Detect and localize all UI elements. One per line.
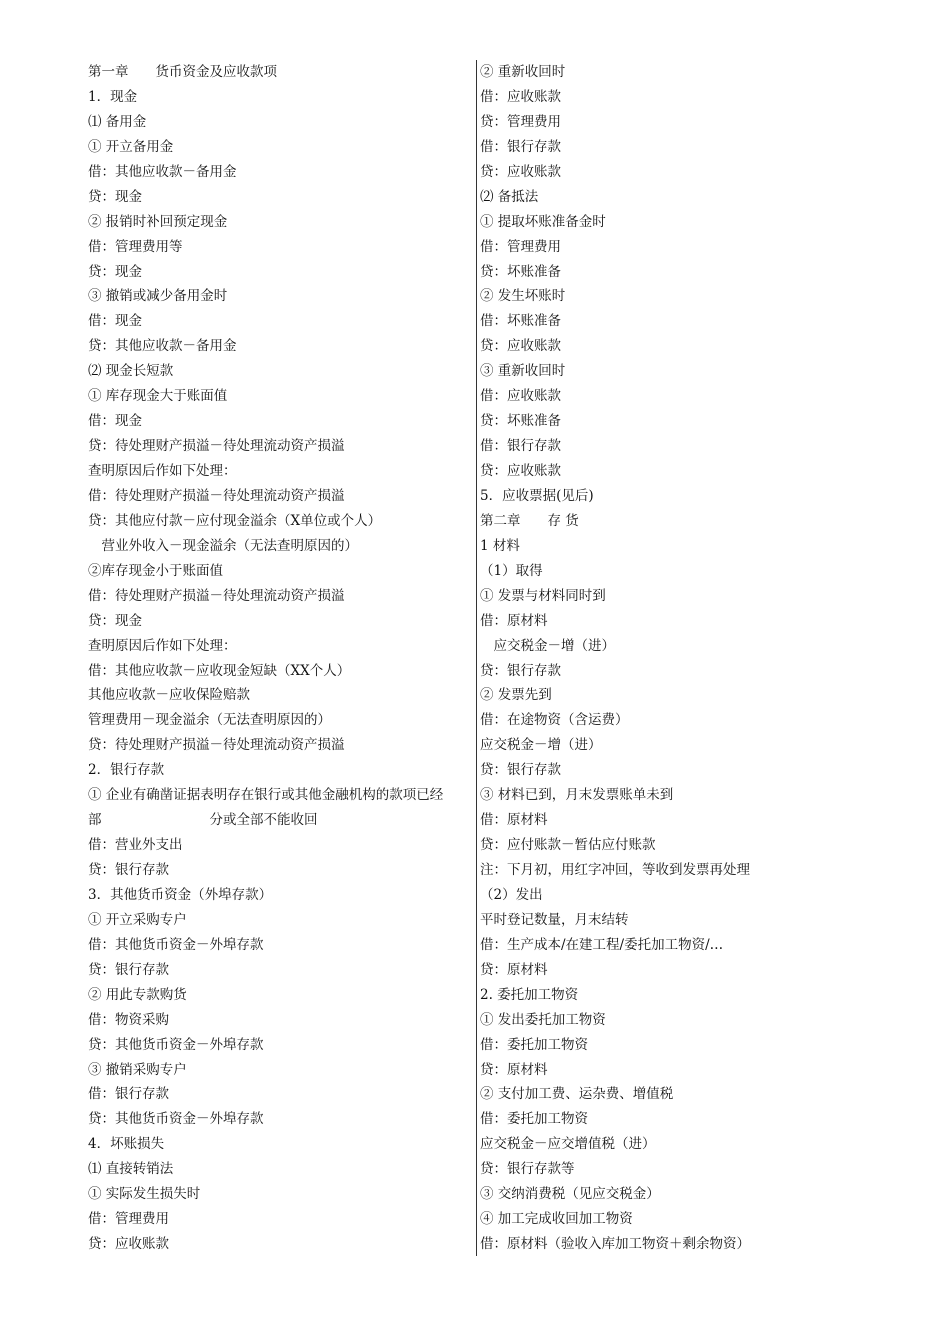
text-line: 借：管理费用等 (88, 238, 183, 255)
text-line: 借：银行存款 (88, 1086, 169, 1103)
text-line: 贷：银行存款 (88, 961, 169, 978)
left-column (88, 60, 474, 1257)
text-line: 贷：其他货币资金－外埠存款 (88, 1036, 264, 1053)
text-line: 借：现金 (88, 313, 142, 330)
text-line: （1）取得 (480, 562, 543, 579)
text-line: ② 用此专款购货 (88, 986, 187, 1003)
text-line: 部 分或全部不能收回 (88, 812, 318, 829)
text-line: 应交税金－应交增值税（进） (480, 1136, 656, 1153)
text-line: 贷：坏账准备 (480, 263, 561, 280)
text-line: ⑴ 直接转销法 (88, 1161, 174, 1178)
text-line: 借：其他应收款－备用金 (88, 163, 237, 180)
text-line: ① 开立采购专户 (88, 911, 187, 928)
text-line: ③ 交纳消费税（见应交税金） (480, 1186, 660, 1203)
text-line: 贷：应付账款－暂估应付账款 (480, 837, 656, 854)
text-line: 贷：银行存款 (480, 762, 561, 779)
text-line: 借：原材料 (480, 612, 548, 629)
text-line: ② 报销时补回预定现金 (88, 213, 228, 230)
text-line: 借：管理费用 (88, 1211, 169, 1228)
text-line: 借：委托加工物资 (480, 1111, 588, 1128)
text-line: 借：银行存款 (480, 438, 561, 455)
text-line: ① 发票与材料同时到 (480, 587, 606, 604)
text-line: 贷：应收账款 (480, 163, 561, 180)
text-line: ② 重新收回时 (480, 64, 566, 80)
text-line: 借：管理费用 (480, 238, 561, 255)
text-line: ① 企业有确凿证据表明存在银行或其他金融机构的款项已经 (88, 787, 444, 804)
right-column (480, 60, 880, 1257)
text-line: 其他应收款－应收保险赔款 (88, 687, 250, 704)
text-line: 贷：应收账款 (88, 1236, 169, 1253)
text-line: 借：其他货币资金－外埠存款 (88, 936, 264, 953)
text-line: 贷：现金 (88, 188, 142, 205)
text-line: 贷：其他应付款－应付现金溢余（X单位或个人） (88, 512, 382, 529)
text-line: ②库存现金小于账面值 (88, 562, 223, 579)
text-line: 平时登记数量，月末结转 (480, 911, 629, 928)
text-line: ① 发出委托加工物资 (480, 1011, 606, 1028)
text-line: ② 支付加工费、运杂费、增值税 (480, 1086, 674, 1103)
text-line: ① 实际发生损失时 (88, 1186, 201, 1203)
text-line: 贷：银行存款等 (480, 1161, 575, 1178)
text-line: 贷：坏账准备 (480, 413, 561, 430)
text-line: 贷：其他应收款－备用金 (88, 338, 237, 355)
text-line: ⑵ 备抵法 (480, 188, 539, 205)
text-line: 2．银行存款 (88, 762, 165, 779)
text-line: 借：银行存款 (480, 138, 561, 155)
text-line: 借：物资采购 (88, 1011, 169, 1028)
text-line: 1．现金 (88, 88, 138, 105)
text-line: 借：应收账款 (480, 388, 561, 405)
text-line: 3．其他货币资金（外埠存款） (88, 886, 273, 903)
text-line: 管理费用－现金溢余（无法查明原因的） (88, 712, 331, 729)
text-line: 贷：应收账款 (480, 338, 561, 355)
text-line: 贷：银行存款 (480, 662, 561, 679)
text-line: ③ 重新收回时 (480, 363, 566, 380)
text-line: 借：应收账款 (480, 88, 561, 105)
text-line: （2）发出 (480, 886, 543, 903)
text-line: 查明原因后作如下处理： (88, 637, 237, 654)
text-line: 借：生产成本/在建工程/委托加工物资/… (480, 936, 724, 953)
text-line: 5．应收票据(见后) (480, 487, 594, 504)
text-line: 贷：待处理财产损溢－待处理流动资产损溢 (88, 737, 345, 754)
text-line: 注：下月初，用红字冲回，等收到发票再处理 (480, 862, 750, 878)
text-line: 借：原材料（验收入库加工物资＋剩余物资） (480, 1236, 750, 1253)
text-line: ① 开立备用金 (88, 138, 174, 155)
text-line: 借：原材料 (480, 812, 548, 829)
text-line: 应交税金－增（进） (480, 737, 602, 754)
text-line: 1 材料 (480, 537, 520, 554)
text-line: 贷：待处理财产损溢－待处理流动资产损溢 (88, 438, 345, 455)
text-line: 贷：其他货币资金－外埠存款 (88, 1111, 264, 1128)
text-line: ③ 材料已到，月末发票账单未到 (480, 787, 674, 804)
text-line: 贷：现金 (88, 263, 142, 280)
text-line: 借：营业外支出 (88, 837, 183, 854)
text-line: 查明原因后作如下处理： (88, 463, 237, 479)
text-line: 借：坏账准备 (480, 313, 561, 330)
column-divider (476, 60, 477, 1256)
text-line: 2. 委托加工物资 (480, 986, 579, 1003)
text-line: 第二章 存 货 (480, 512, 579, 529)
text-line: 贷：管理费用 (480, 113, 561, 130)
text-line: ① 库存现金大于账面值 (88, 388, 228, 405)
text-line: 应交税金－增（进） (480, 637, 615, 654)
text-line: 第一章 货币资金及应收款项 (88, 64, 277, 80)
text-line: 借：其他应收款－应收现金短缺（XX个人） (88, 662, 351, 679)
text-line: ④ 加工完成收回加工物资 (480, 1211, 633, 1228)
text-line: 借：待处理财产损溢－待处理流动资产损溢 (88, 587, 345, 604)
text-line: 贷：应收账款 (480, 463, 561, 479)
text-line: 贷：现金 (88, 612, 142, 629)
text-line: ⑴ 备用金 (88, 113, 147, 130)
text-line: ② 发票先到 (480, 687, 552, 704)
text-line: 贷：原材料 (480, 961, 548, 978)
text-line: ① 提取坏账准备金时 (480, 213, 606, 230)
text-line: 贷：原材料 (480, 1061, 548, 1078)
text-line: ② 发生坏账时 (480, 288, 566, 305)
text-line: 借：待处理财产损溢－待处理流动资产损溢 (88, 487, 345, 504)
text-line: 贷：银行存款 (88, 862, 169, 878)
text-line: 4．坏账损失 (88, 1136, 165, 1153)
text-line: ③ 撤销采购专户 (88, 1061, 187, 1078)
text-line: 借：委托加工物资 (480, 1036, 588, 1053)
text-line: ③ 撤销或减少备用金时 (88, 288, 228, 305)
text-line: 营业外收入－现金溢余（无法查明原因的） (88, 537, 358, 554)
text-line: 借：在途物资（含运费） (480, 712, 629, 729)
text-line: ⑵ 现金长短款 (88, 363, 174, 380)
text-line: 借：现金 (88, 413, 142, 430)
